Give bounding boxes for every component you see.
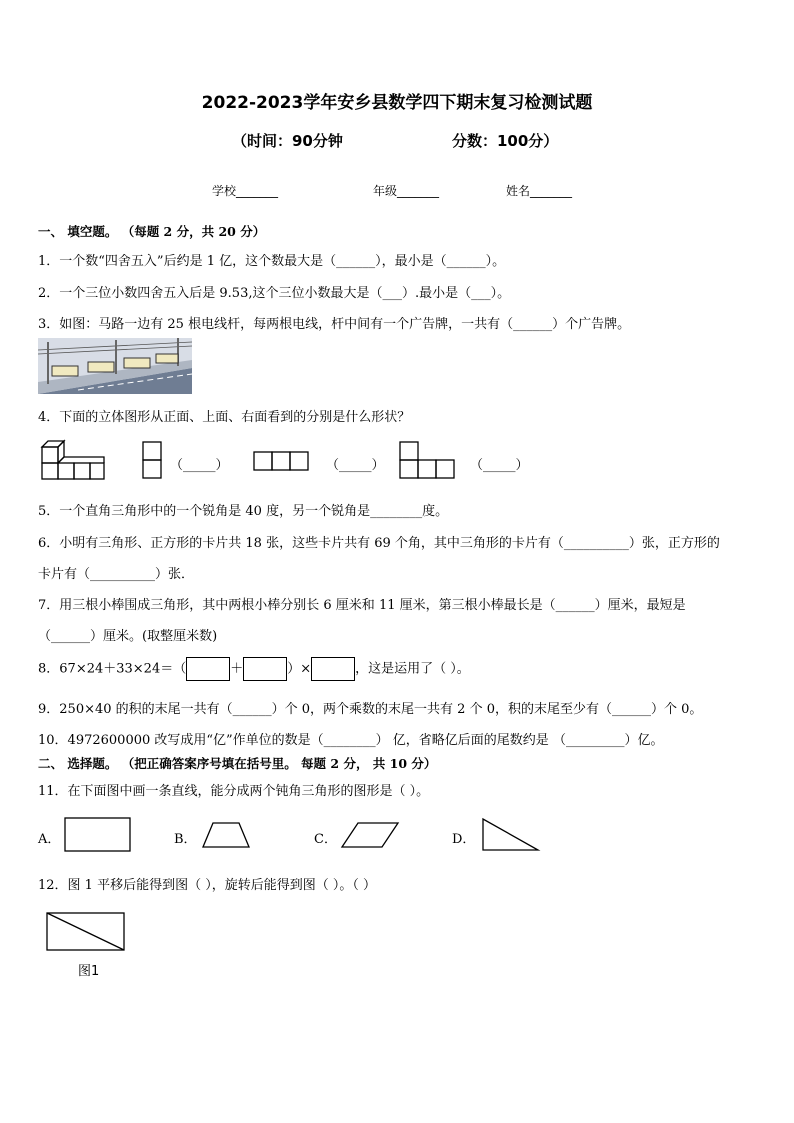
question-5: 5．一个直角三角形中的一个锐角是 40 度，另一个锐角是________度。 [38, 504, 449, 519]
option-a-label: A． [38, 832, 61, 847]
option-c-label: C． [314, 832, 337, 847]
q8-answer-box-2[interactable] [243, 657, 287, 681]
top-view-figure [252, 450, 312, 472]
rectangle-shape [63, 816, 133, 854]
question-10: 10．4972600000 改写成用“亿”作单位的数是（________） 亿，省略亿后面的尾数约是 （_________）亿。 [38, 733, 664, 748]
section-fill-blank-heading: 一、 填空题。 （每题 2 分，共 20 分） [38, 224, 266, 239]
q8-answer-box-1[interactable] [186, 657, 230, 681]
name-field: 姓名_______ [506, 184, 573, 198]
trapezoid-shape [200, 820, 252, 850]
question-4: 4．下面的立体图形从正面、上面、右面看到的分别是什么形状？ [38, 410, 411, 425]
q8-expression: 8．67×24＋33×24＝（ [38, 661, 187, 677]
exam-score: 分数：100分） [452, 132, 559, 150]
question-1: 1．一个数“四舍五入”后约是 1 亿，这个数最大是（______），最小是（______）。 [38, 254, 506, 269]
question-2: 2．一个三位小数四舍五入后是 9.53,这个三位小数最大是（___）.最小是（___）。 [38, 286, 511, 301]
front-view-figure [141, 440, 165, 480]
section-choice-heading: 二、 选择题。 （把正确答案序号填在括号里。 每题 2 分， 共 10 分） [38, 756, 437, 771]
question-6-line-1: 6．小明有三角形、正方形的卡片共 18 张，这些卡片共有 69 个角，其中三角形的卡片有（__________）张，正方形的 [38, 536, 720, 551]
question-6-line-2: 卡片有（__________）张． [38, 567, 195, 582]
exam-time: （时间：90分钟 [232, 132, 343, 150]
view-answer-3[interactable]: （_____） [470, 458, 529, 473]
view-answer-2[interactable]: （_____） [326, 458, 385, 473]
solid-cubes-figure [38, 437, 108, 483]
parallelogram-shape [340, 820, 402, 850]
q8-answer-box-3[interactable] [311, 657, 355, 681]
right-triangle-shape [480, 816, 542, 854]
grade-field: 年级_______ [373, 184, 440, 198]
road-billboard-image [38, 338, 192, 394]
figure-1-caption: 图1 [78, 964, 100, 979]
question-3: 3．如图：马路一边有 25 根电线杆，每两根电线，杆中间有一个广告牌，一共有（______）个广告牌。 [38, 317, 631, 332]
view-answer-1[interactable]: （_____） [170, 458, 229, 473]
question-9: 9．250×40 的积的末尾一共有（______）个 0，两个乘数的末尾一共有 2 个 0，积的末尾至少有（______）个 0。 [38, 702, 703, 717]
question-12: 12．图 1 平移后能得到图（ ），旋转后能得到图（ ）。（ ） [38, 878, 376, 893]
option-b-label: B． [174, 832, 197, 847]
page-title: 2022-2023学年安乡县数学四下期末复习检测试题 [201, 93, 593, 113]
question-7-line-2: （______）厘米。(取整厘米数) [38, 629, 218, 644]
q8-law-question: ，这是运用了（ ）。 [355, 661, 470, 677]
school-field: 学校_______ [212, 184, 279, 198]
figure-1-rectangle-diagonal [45, 911, 127, 953]
side-view-figure [398, 440, 460, 480]
question-11: 11．在下面图中画一条直线，能分成两个钝角三角形的图形是（ ）。 [38, 784, 430, 799]
q8-plus-sign: ＋ [230, 661, 244, 677]
question-8 [38, 657, 470, 681]
option-d-label: D． [452, 832, 476, 847]
q8-close-times: ）× [287, 661, 312, 677]
question-7-line-1: 7．用三根小棒围成三角形，其中两根小棒分别长 6 厘米和 11 厘米，第三根小棒最长是（______）厘米，最短是 [38, 598, 686, 613]
